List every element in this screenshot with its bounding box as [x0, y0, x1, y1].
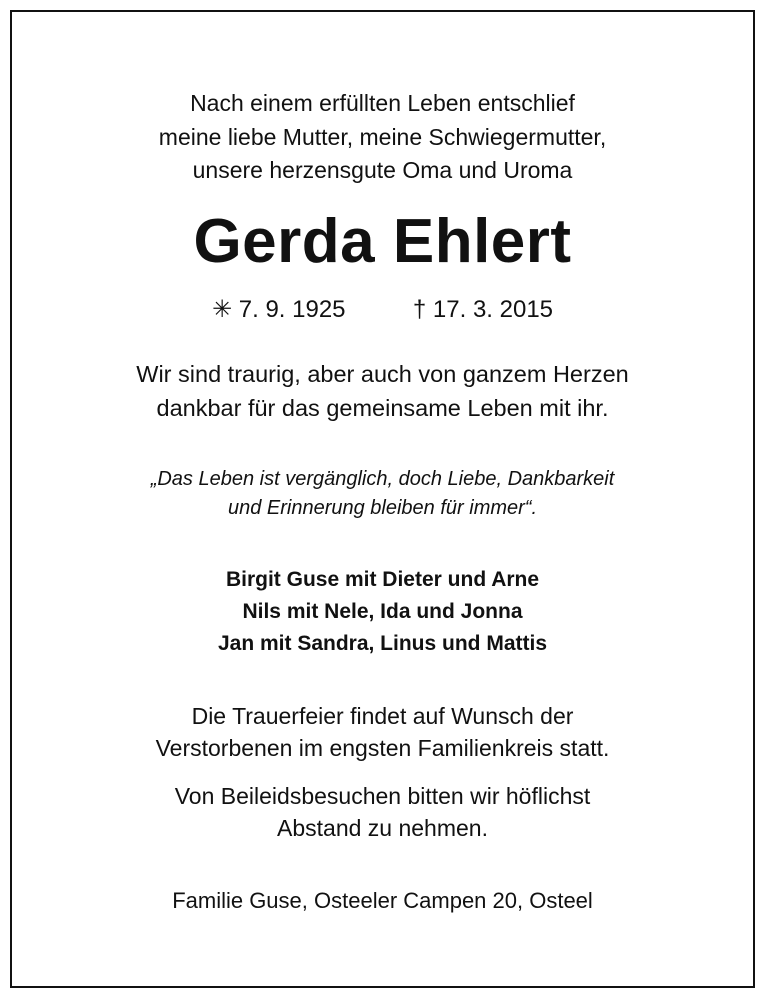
intro-line-3: unsere herzensgute Oma und Uroma	[192, 157, 573, 183]
obituary-notice	[10, 10, 755, 988]
quote-line-1: „Das Leben ist vergänglich, doch Liebe, Dankbarkeit	[150, 468, 615, 490]
family-line-3: Jan mit Sandra, Linus und Mattis	[217, 632, 548, 655]
intro-line-2: meine liebe Mutter, meine Schwiegermutter,	[158, 124, 607, 150]
message-line-2: dankbar für das gemeinsame Leben mit ihr.	[156, 395, 609, 421]
family-line-2: Nils mit Nele, Ida und Jonna	[242, 600, 523, 623]
family-line-1: Birgit Guse mit Dieter und Arne	[225, 568, 540, 591]
death-date: 17. 3. 2015	[432, 296, 554, 323]
funeral-note-line-1: Die Trauerfeier findet auf Wunsch der	[191, 703, 574, 729]
deceased-name: Gerda Ehlert	[193, 207, 572, 276]
funeral-note-line-2: Verstorbenen im engsten Familienkreis statt.	[155, 735, 610, 761]
birth-star-icon: ✳	[211, 296, 233, 323]
condolence-note-line-2: Abstand zu nehmen.	[277, 815, 488, 841]
birth-date: 7. 9. 1925	[238, 296, 346, 323]
intro-line-1: Nach einem erfüllten Leben entschlief	[190, 90, 575, 116]
death-cross-icon: †	[412, 296, 427, 323]
quote-line-2: und Erinnerung bleiben für immer“.	[227, 497, 538, 519]
condolence-note-line-1: Von Beileidsbesuchen bitten wir höflichst	[174, 783, 591, 809]
message-line-1: Wir sind traurig, aber auch von ganzem Herzen	[136, 361, 629, 387]
life-dates	[12, 295, 753, 325]
family-address: Familie Guse, Osteeler Campen 20, Osteel	[172, 888, 593, 913]
